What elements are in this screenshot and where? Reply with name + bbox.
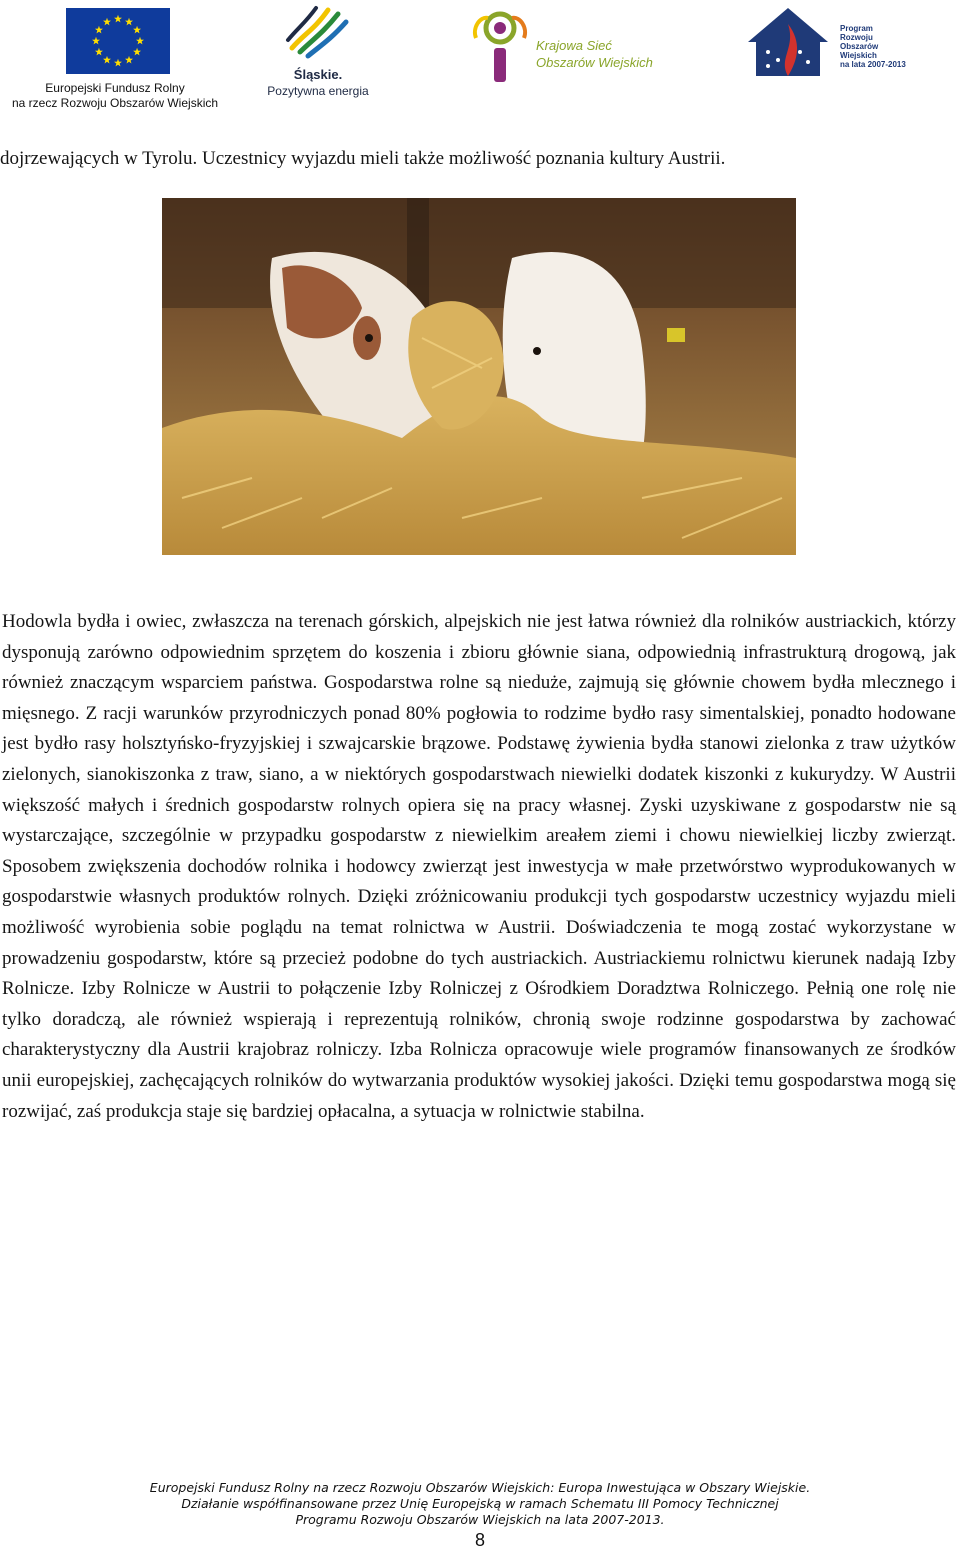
page-number: 8 xyxy=(474,1530,485,1550)
ksow-caption-line1: Krajowa Sieć xyxy=(536,38,612,53)
eu-flag-icon xyxy=(66,8,170,74)
prow-emblem-icon xyxy=(738,2,838,82)
eu-caption-line1: Europejski Fundusz Rolny xyxy=(45,81,185,95)
slaskie-caption-line2: Pozytywna energia xyxy=(267,84,369,98)
eu-caption-line2: na rzecz Rozwoju Obszarów Wiejskich xyxy=(11,96,219,110)
intro-text-line: dojrzewających w Tyrolu. Uczestnicy wyjazdu mieli także możliwość poznania kultury Austrii. xyxy=(0,148,726,169)
body-paragraph: Hodowla bydła i owiec, zwłaszcza na terenach górskich, alpejskich nie jest łatwa również dla rolników austriackich, którzy dysponują zarówno odpowiednim sprzętem do koszenia i zbioru głównie siana, odpowiednią infrastrukturą drogową, jak również znaczącym wsparciem państwa. Gospodarstwa rolne są nieduże, zajmują się głównie chowem bydła mlecznego i mięsnego. Z racji warunków przyrodniczych ponad 80% pogłowia to rodzime bydło rasy simentalskiej, ponadto hodowane jest bydło rasy holsztyńsko-fryzyjskiej i szwajcarskie brązowe. Podstawę żywienia bydła stanowi zielonka z traw użytków zielonych, sianokiszonka z traw, siano, a w niektórych gospodarstwach niewielki dodatek kiszonki z kukurydzy. W Austrii większość małych i średnich gospodarstw rolnych opiera się na pracy własnej. Zyski uzyskiwane z gospodarstw nie są wystarczające, szczególnie w przypadku gospodarstw z niewielkim areałem ziemi i chowu niewielkiej liczby zwierząt. Sposobem zwiększenia dochodów rolnika i hodowcy zwierząt jest inwestycja w małe przetwórstwo wyprodukowanych w gospodarstwie własnych produktów rolnych. Dzięki zróżnicowaniu produkcji tych gospodarstw uczestnicy wyjazdu mieli możliwość wyrobienia sobie poglądu na temat rolnictwa w Austrii. Doświadczenia te mogą zostać wykorzystane w prowadzeniu gospodarstw, które są przecież podobne do tych austriackich. Austriackiemu rolnictwu kierunek nadają Izby Rolnicze. Izby Rolnicze w Austrii to połączenie Izby Rolniczej z Ośrodkiem Doradztwa Rolniczego. Pełnią one rolę nie tylko doradczą, ale również wspierają i reprezentują rolników, chronią swoje rodzinne gospodarstwa by zachować charakterystyczny dla Austrii krajobraz rolniczy. Izba Rolnicza opracowuje wiele programów finansowanych ze środków unii europejskiej, zachęcających rolników do wytwarzania produktów wysokiej jakości. Dzięki temu gospodarstwa mogą się rozwijać, zaś produkcja staje się bardziej opłacalna, a sytuacja w rolnictwie stabilna. xyxy=(2,611,956,1122)
slaskie-emblem-icon xyxy=(284,4,352,64)
prow-caption-line1: Program xyxy=(840,24,873,33)
cows-in-straw-photo xyxy=(162,198,796,555)
prow-caption-line4: Wiejskich xyxy=(840,51,877,60)
slaskie-logo xyxy=(258,4,378,104)
footer-line2: Działanie współfinansowane przez Unię Europejską w ramach Schematu III Pomocy Technicznej xyxy=(181,1496,779,1511)
ksow-caption-line2: Obszarów Wiejskich xyxy=(536,55,653,70)
ksow-emblem-icon xyxy=(470,8,534,88)
prow-caption-line3: Obszarów xyxy=(840,42,879,51)
prow-caption-line2: Rozwoju xyxy=(840,33,873,42)
footer-line3: Programu Rozwoju Obszarów Wiejskich na lata 2007-2013. xyxy=(295,1512,665,1527)
eu-logo xyxy=(0,4,230,108)
slaskie-caption-line1: Śląskie. xyxy=(293,67,343,82)
prow-caption-line5: na lata 2007-2013 xyxy=(840,60,906,69)
footer-line1: Europejski Fundusz Rolny na rzecz Rozwoju Obszarów Wiejskich: Europa Inwestująca w Obszary Wiejskie. xyxy=(149,1480,811,1495)
ksow-logo xyxy=(470,8,680,98)
prow-logo xyxy=(738,2,906,92)
